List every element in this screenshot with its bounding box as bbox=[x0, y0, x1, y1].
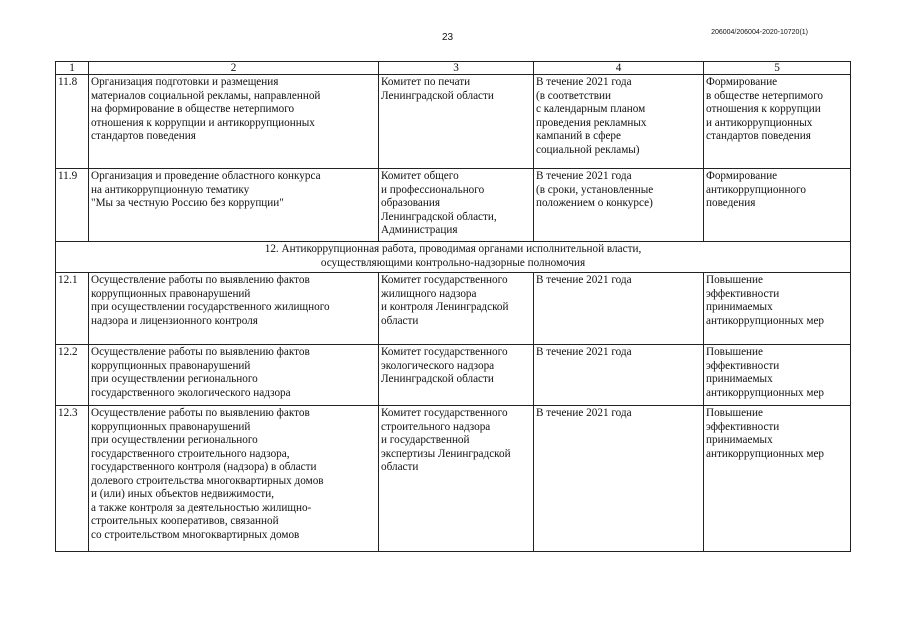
event-line: отношения к коррупции и антикоррупционных bbox=[91, 116, 315, 129]
table-row bbox=[56, 406, 851, 552]
deadline-line: (в соответствии bbox=[536, 89, 612, 102]
event-line: коррупционных правонарушений bbox=[91, 420, 251, 433]
executor-cell bbox=[379, 406, 534, 552]
executor-line: Ленинградской области, bbox=[381, 210, 497, 223]
executor-line: экспертизы Ленинградской bbox=[381, 447, 511, 460]
event-cell bbox=[89, 75, 379, 169]
executor-cell bbox=[379, 75, 534, 169]
result-line: поведения bbox=[706, 197, 756, 209]
deadline-line: кампаний в сфере bbox=[536, 130, 621, 142]
row-number: 12.3 bbox=[56, 406, 89, 552]
result-line: эффективности bbox=[706, 359, 780, 372]
event-line: на антикоррупционную тематику bbox=[91, 183, 250, 196]
table-header-row bbox=[56, 62, 851, 75]
section-heading-line: 12. Антикоррупционная работа, проводимая органами исполнительной власти, bbox=[264, 243, 642, 255]
result-line: принимаемых bbox=[706, 434, 773, 446]
event-line: Организация и проведение областного конкурса bbox=[91, 170, 321, 182]
deadline-line: В течение 2021 года bbox=[536, 76, 632, 88]
column-header: 5 bbox=[704, 62, 851, 75]
result-cell bbox=[704, 406, 851, 552]
event-line: государственного экологического надзора bbox=[91, 386, 291, 399]
executor-line: строительного надзора bbox=[381, 420, 491, 433]
event-line: со строительством многоквартирных домов bbox=[91, 528, 300, 541]
event-line: а также контроля за деятельностью жилищно- bbox=[91, 501, 312, 514]
result-line: эффективности bbox=[706, 287, 780, 300]
result-cell bbox=[704, 273, 851, 345]
deadline-line: В течение 2021 года bbox=[536, 274, 632, 286]
deadline-cell bbox=[534, 406, 704, 552]
table-row bbox=[56, 75, 851, 169]
column-header: 2 bbox=[89, 62, 379, 75]
deadline-cell bbox=[534, 169, 704, 242]
result-line: антикоррупционных мер bbox=[706, 386, 824, 399]
result-line: в обществе нетерпимого bbox=[706, 89, 824, 102]
row-number: 11.9 bbox=[56, 169, 89, 242]
event-line: коррупционных правонарушений bbox=[91, 359, 251, 372]
result-line: антикоррупционных мер bbox=[706, 314, 824, 327]
event-line: коррупционных правонарушений bbox=[91, 287, 251, 300]
deadline-cell bbox=[534, 273, 704, 345]
column-header: 3 bbox=[379, 62, 534, 75]
column-header: 4 bbox=[534, 62, 704, 75]
executor-line: и контроля Ленинградской bbox=[381, 301, 509, 313]
executor-line: Комитет государственного bbox=[381, 274, 508, 286]
executor-line: Комитет государственного bbox=[381, 346, 508, 358]
result-line: Повышение bbox=[706, 407, 763, 419]
result-line: эффективности bbox=[706, 420, 780, 433]
row-number: 11.8 bbox=[56, 75, 89, 169]
table-row bbox=[56, 273, 851, 345]
event-line: Осуществление работы по выявлению фактов bbox=[91, 274, 310, 286]
result-line: стандартов поведения bbox=[706, 130, 811, 142]
event-line: государственного строительного надзора, bbox=[91, 447, 290, 460]
executor-line: Ленинградской области bbox=[381, 373, 494, 385]
result-cell bbox=[704, 345, 851, 406]
result-line: принимаемых bbox=[706, 301, 773, 313]
event-line: и (или) иных объектов недвижимости, bbox=[91, 488, 275, 500]
deadline-line: положением о конкурсе) bbox=[536, 197, 653, 209]
section-heading bbox=[56, 242, 851, 273]
result-line: Повышение bbox=[706, 346, 763, 358]
column-header: 1 bbox=[56, 62, 89, 75]
deadline-cell bbox=[534, 75, 704, 169]
deadline-line: В течение 2021 года bbox=[536, 407, 632, 419]
executor-line: и профессионального bbox=[381, 183, 485, 196]
deadline-line: проведения рекламных bbox=[536, 116, 647, 129]
result-line: и антикоррупционных bbox=[706, 116, 813, 129]
deadline-line: социальной рекламы) bbox=[536, 143, 640, 156]
executor-line: и государственной bbox=[381, 434, 470, 446]
document-id: 206004/206004-2020-10720(1) bbox=[711, 29, 808, 36]
event-line: надзора и лицензионного контроля bbox=[91, 314, 258, 327]
event-cell bbox=[89, 169, 379, 242]
result-line: Формирование bbox=[706, 76, 778, 88]
event-cell bbox=[89, 273, 379, 345]
section-heading-line: осуществляющими контрольно-надзорные полномочия bbox=[320, 256, 586, 269]
executor-line: образования bbox=[381, 197, 441, 209]
deadline-line: В течение 2021 года bbox=[536, 346, 632, 358]
executor-line: Администрация bbox=[381, 224, 458, 236]
event-line: "Мы за честную Россию без коррупции" bbox=[91, 197, 284, 209]
executor-line: Комитет по печати bbox=[381, 76, 471, 88]
executor-line: Комитет общего bbox=[381, 170, 459, 182]
event-cell bbox=[89, 406, 379, 552]
executor-line: экологического надзора bbox=[381, 359, 495, 372]
result-cell bbox=[704, 75, 851, 169]
page-number: 23 bbox=[442, 32, 454, 43]
row-number: 12.2 bbox=[56, 345, 89, 406]
table-row bbox=[56, 169, 851, 242]
executor-line: Комитет государственного bbox=[381, 407, 508, 419]
event-line: долевого строительства многоквартирных домов bbox=[91, 474, 324, 487]
event-line: Организация подготовки и размещения bbox=[91, 76, 279, 88]
section-row bbox=[56, 242, 851, 273]
event-line: Осуществление работы по выявлению фактов bbox=[91, 407, 310, 419]
event-line: стандартов поведения bbox=[91, 130, 196, 142]
event-line: при осуществлении регионального bbox=[91, 434, 258, 446]
result-line: отношения к коррупции bbox=[706, 103, 821, 115]
deadline-line: с календарным планом bbox=[536, 103, 646, 115]
result-line: антикоррупционных мер bbox=[706, 447, 824, 460]
event-line: на формирование в обществе нетерпимого bbox=[91, 103, 295, 115]
executor-line: Ленинградской области bbox=[381, 89, 494, 102]
executor-cell bbox=[379, 169, 534, 242]
result-line: Формирование bbox=[706, 170, 778, 182]
event-line: государственного контроля (надзора) в области bbox=[91, 461, 317, 473]
result-line: принимаемых bbox=[706, 373, 773, 385]
result-cell bbox=[704, 169, 851, 242]
event-line: материалов социальной рекламы, направленной bbox=[91, 89, 321, 102]
row-number: 12.1 bbox=[56, 273, 89, 345]
executor-line: области bbox=[381, 461, 419, 473]
result-line: антикоррупционного bbox=[706, 183, 806, 196]
result-line: Повышение bbox=[706, 274, 763, 286]
executor-cell bbox=[379, 345, 534, 406]
table-row bbox=[56, 345, 851, 406]
event-line: при осуществлении государственного жилищного bbox=[91, 301, 330, 313]
deadline-line: В течение 2021 года bbox=[536, 170, 632, 182]
executor-line: жилищного надзора bbox=[381, 287, 477, 300]
event-line: строительных кооперативов, связанной bbox=[91, 515, 279, 527]
deadline-cell bbox=[534, 345, 704, 406]
event-line: при осуществлении регионального bbox=[91, 373, 258, 385]
executor-cell bbox=[379, 273, 534, 345]
executor-line: области bbox=[381, 314, 419, 327]
deadline-line: (в сроки, установленные bbox=[536, 183, 654, 196]
measures-table bbox=[55, 61, 851, 552]
event-line: Осуществление работы по выявлению фактов bbox=[91, 346, 310, 358]
event-cell bbox=[89, 345, 379, 406]
